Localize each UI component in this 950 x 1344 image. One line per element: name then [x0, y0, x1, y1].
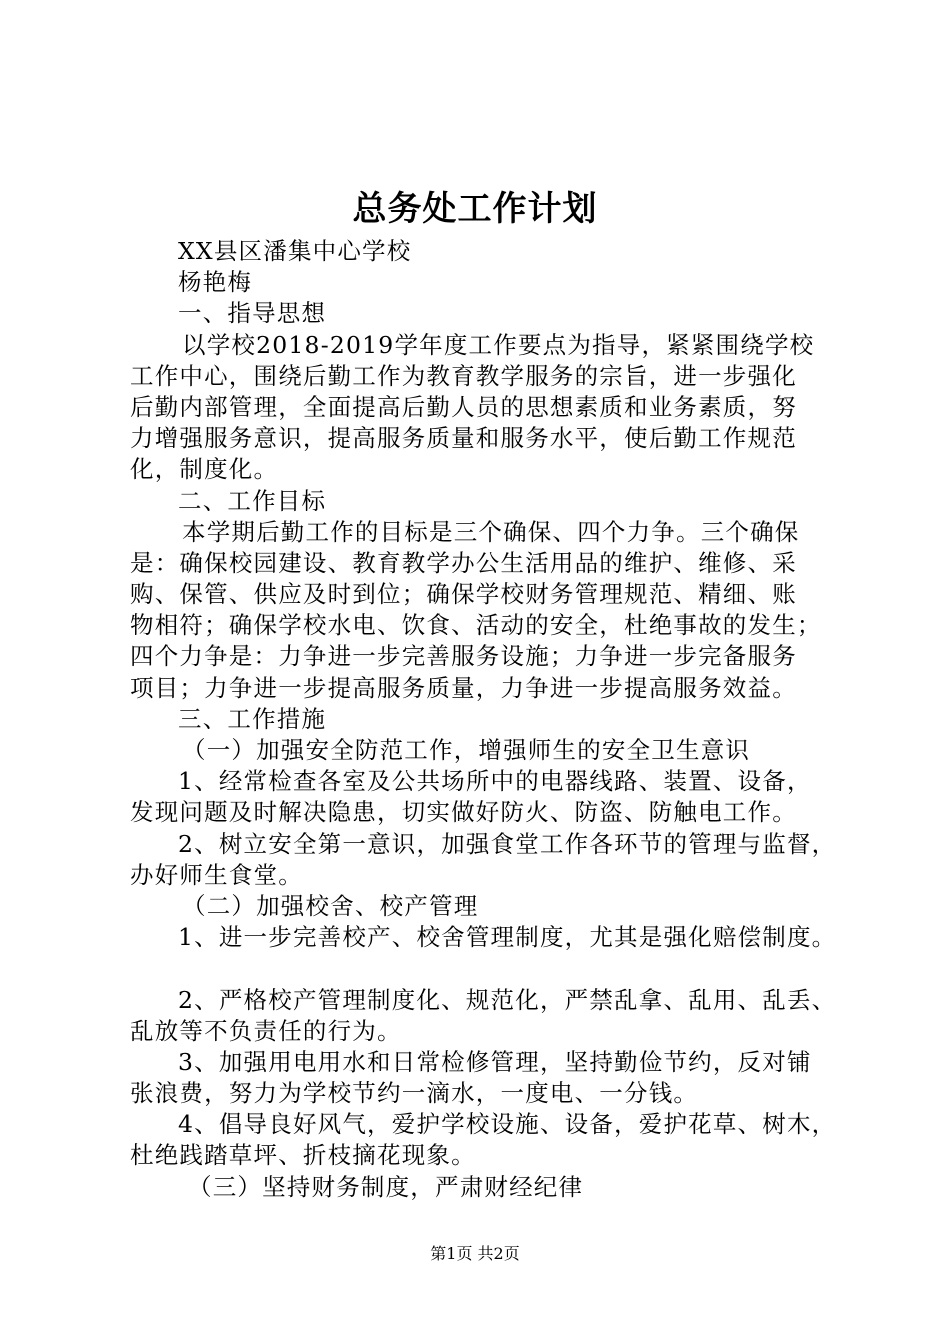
subsection-heading: （二）加强校舍、校产管理 [182, 891, 479, 920]
document-title: 总务处工作计划 [352, 189, 598, 229]
paragraph-line: 购、保管、供应及时到位；确保学校财务管理规范、精细、账 [130, 580, 797, 609]
paragraph-line: 2、树立安全第一意识，加强食堂工作各环节的管理与监督， [178, 829, 837, 858]
paragraph-line: 工作中心，围绕后勤工作为教育教学服务的宗旨，进一步强化 [130, 361, 797, 390]
page-number-footer: 第1页 共2页 [430, 1244, 520, 1263]
paragraph-line: 本学期后勤工作的目标是三个确保、四个力争。三个确保 [182, 517, 800, 546]
paragraph-line: 3、加强用电用水和日常检修管理，坚持勤俭节约，反对铺 [178, 1047, 812, 1076]
subsection-heading: （三）坚持财务制度，严肃财经纪律 [188, 1172, 584, 1201]
paragraph-line: 4、倡导良好风气，爱护学校设施、设备，爱护花草、树木， [178, 1110, 837, 1139]
paragraph-line: 发现问题及时解决隐患，切实做好防火、防盗、防触电工作。 [130, 798, 797, 827]
paragraph-line: 1、进一步完善校产、校舍管理制度，尤其是强化赔偿制度。 [178, 923, 837, 952]
author-name: 杨艳梅 [178, 268, 253, 297]
paragraph-line: 项目；力争进一步提高服务质量，力争进一步提高服务效益。 [130, 673, 797, 702]
paragraph-line: 是：确保校园建设、教育教学办公生活用品的维护、维修、采 [130, 548, 797, 577]
subsection-heading: （一）加强安全防范工作，增强师生的安全卫生意识 [182, 736, 751, 764]
section-heading: 一、指导思想 [178, 299, 327, 328]
paragraph-line: 2、严格校产管理制度化、规范化，严禁乱拿、乱用、乱丢、 [178, 985, 837, 1014]
document-body [130, 236, 850, 1203]
paragraph-line: 张浪费，努力为学校节约一滴水，一度电、一分钱。 [130, 1079, 699, 1108]
paragraph-line: 力增强服务意识，提高服务质量和服务水平，使后勤工作规范 [130, 424, 797, 453]
paragraph-line: 杜绝践踏草坪、折枝摘花现象。 [130, 1141, 476, 1170]
section-heading: 三、工作措施 [178, 704, 327, 733]
paragraph-line: 1、经常检查各室及公共场所中的电器线路、装置、设备， [178, 767, 812, 796]
school-name: XX县区潘集中心学校 [178, 237, 412, 265]
blank-line [130, 953, 850, 984]
paragraph-line: 化，制度化。 [130, 455, 279, 484]
section-heading: 二、工作目标 [178, 486, 327, 515]
paragraph-line: 后勤内部管理，全面提高后勤人员的思想素质和业务素质，努 [130, 392, 797, 421]
paragraph-line: 乱放等不负责任的行为。 [130, 1016, 402, 1045]
paragraph-line: 物相符；确保学校水电、饮食、活动的安全，杜绝事故的发生； [130, 611, 822, 640]
paragraph-line: 以学校2018-2019学年度工作要点为指导，紧紧围绕学校 [182, 330, 815, 359]
paragraph-line: 办好师生食堂。 [130, 860, 303, 889]
paragraph-line: 四个力争是：力争进一步完善服务设施；力争进一步完备服务 [130, 642, 797, 671]
